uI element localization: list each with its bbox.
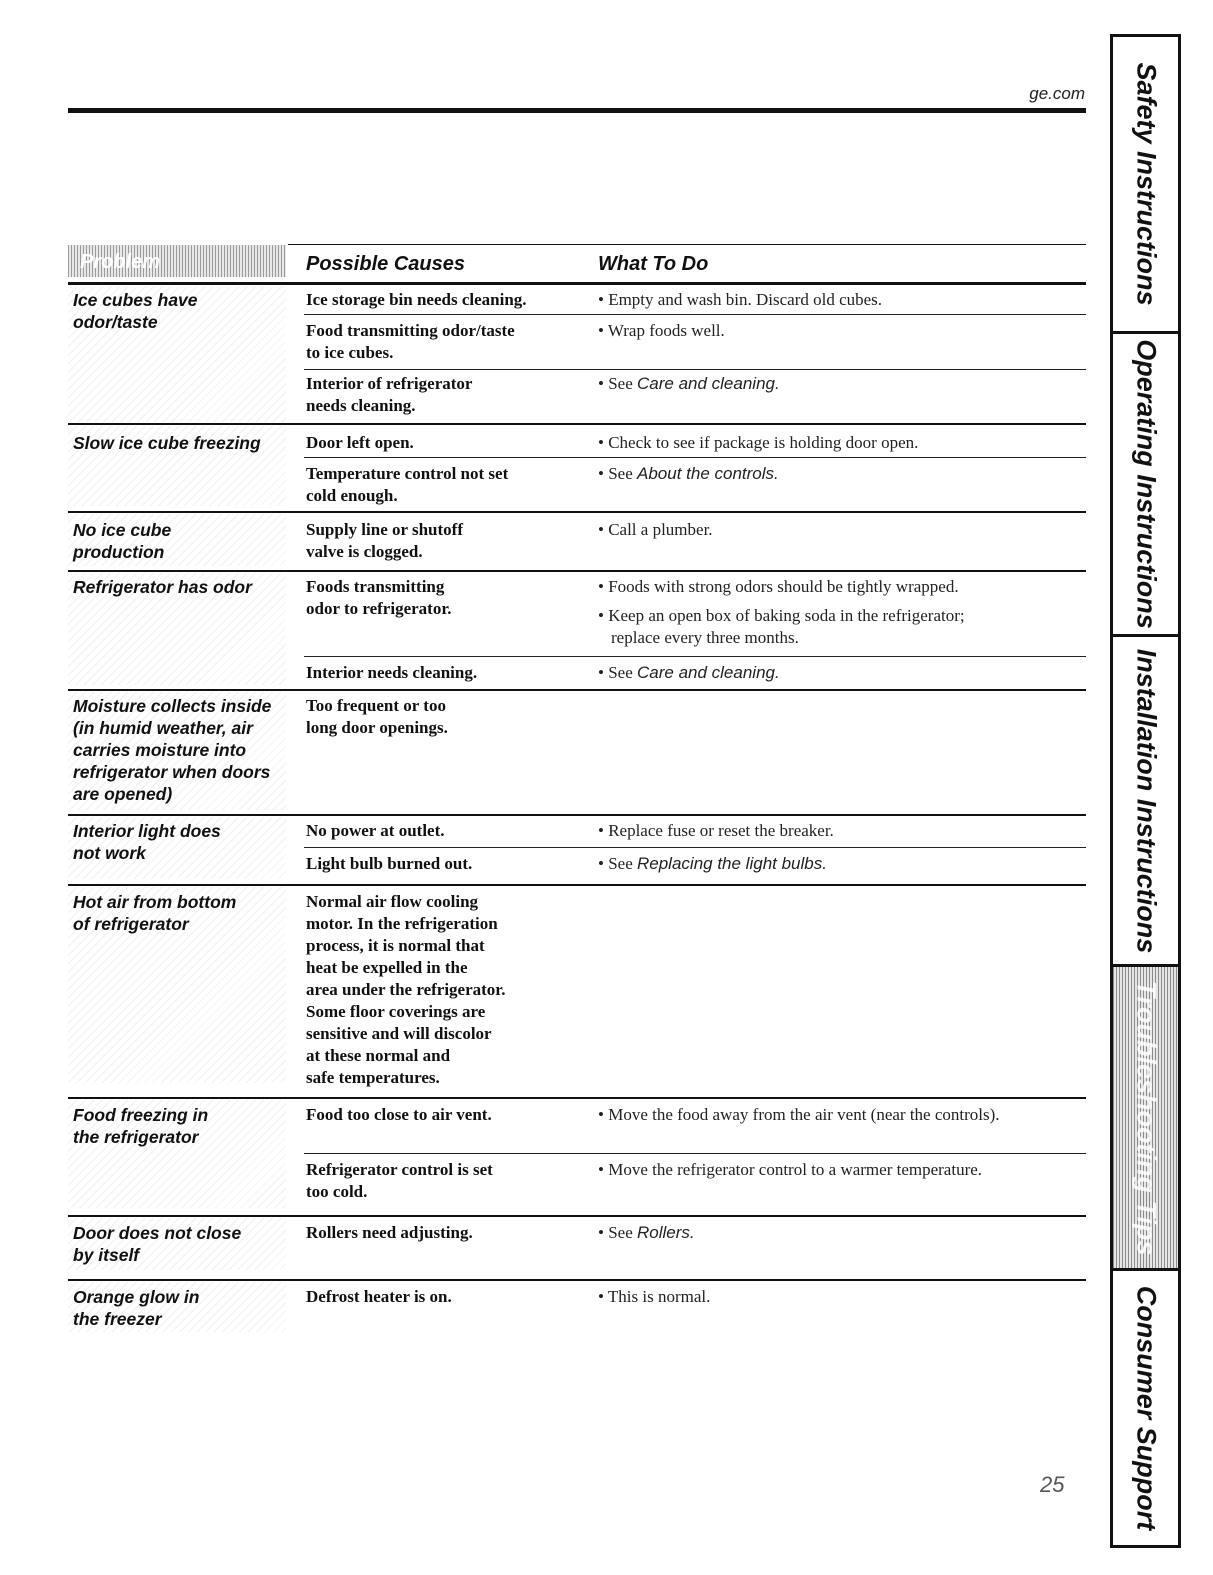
problem-hot-air bbox=[73, 891, 285, 935]
header-top-rule bbox=[288, 244, 1086, 245]
cause-line: motor. In the refrigeration bbox=[306, 914, 498, 933]
problem-line: by itself bbox=[73, 1245, 140, 1265]
problem-line: are opened) bbox=[73, 784, 173, 804]
problem-line: Orange glow in bbox=[73, 1287, 200, 1307]
tab-label: Installation Instructions bbox=[1131, 648, 1161, 953]
group-rule bbox=[68, 511, 1086, 513]
row-rule bbox=[304, 1153, 1086, 1154]
tab-safety-instructions[interactable] bbox=[1113, 37, 1178, 334]
todo-text: • This is normal. bbox=[598, 1287, 711, 1306]
problem-food-freezing bbox=[73, 1104, 285, 1148]
cause-text bbox=[306, 320, 586, 364]
cause-text: Rollers need adjusting. bbox=[306, 1223, 473, 1242]
todo-text: • Check to see if package is holding door open. bbox=[598, 433, 919, 452]
problem-line: refrigerator when doors bbox=[73, 762, 271, 782]
problem-line: Refrigerator has odor bbox=[73, 577, 252, 597]
todo-text: • Wrap foods well. bbox=[598, 321, 725, 340]
section-tabs bbox=[1110, 34, 1181, 1548]
cause-line: needs cleaning. bbox=[306, 396, 416, 415]
cause-line: odor to refrigerator. bbox=[306, 599, 452, 618]
cause-text: Light bulb burned out. bbox=[306, 854, 473, 873]
problem-line: not work bbox=[73, 843, 146, 863]
cause-line: valve is clogged. bbox=[306, 542, 423, 561]
cause-line: safe temperatures. bbox=[306, 1068, 440, 1087]
problem-line: Slow ice cube freezing bbox=[73, 433, 261, 453]
column-header-causes: Possible Causes bbox=[306, 253, 465, 275]
problem-fridge-odor bbox=[73, 576, 285, 598]
problem-line: Door does not close bbox=[73, 1223, 242, 1243]
cause-text: Interior needs cleaning. bbox=[306, 663, 478, 682]
problem-line: the freezer bbox=[73, 1309, 162, 1329]
cause-text bbox=[306, 373, 586, 417]
cause-text: Door left open. bbox=[306, 433, 414, 452]
problem-line: Hot air from bottom bbox=[73, 892, 237, 912]
cause-line: Food transmitting odor/taste bbox=[306, 321, 515, 340]
todo-text bbox=[598, 853, 1088, 875]
todo-text: • Move the food away from the air vent (near the controls). bbox=[598, 1105, 1000, 1124]
row-rule bbox=[304, 457, 1086, 458]
cause-text bbox=[306, 891, 586, 1089]
problem-moisture bbox=[73, 695, 285, 805]
cause-text bbox=[306, 463, 586, 507]
problem-light bbox=[73, 820, 285, 864]
todo-text: • Move the refrigerator control to a warmer temperature. bbox=[598, 1160, 983, 1179]
row-rule bbox=[304, 656, 1086, 657]
cause-line: Temperature control not set bbox=[306, 464, 509, 483]
group-rule bbox=[68, 884, 1086, 886]
todo-text bbox=[598, 463, 1088, 485]
cause-text bbox=[306, 576, 586, 620]
todo-text: • Call a plumber. bbox=[598, 520, 713, 539]
cause-text bbox=[306, 1159, 586, 1203]
problem-line: odor/taste bbox=[73, 312, 158, 332]
cause-line: long door openings. bbox=[306, 718, 448, 737]
problem-line: Food freezing in bbox=[73, 1105, 209, 1125]
tab-label: Safety Instructions bbox=[1131, 62, 1161, 306]
group-rule bbox=[68, 570, 1086, 572]
cause-line: cold enough. bbox=[306, 486, 398, 505]
group-rule bbox=[68, 1279, 1086, 1281]
cause-text: No power at outlet. bbox=[306, 821, 445, 840]
site-url: ge.com bbox=[1029, 84, 1085, 103]
problem-line: (in humid weather, air bbox=[73, 718, 253, 738]
problem-line: No ice cube bbox=[73, 520, 172, 540]
todo-text: • Empty and wash bin. Discard old cubes. bbox=[598, 290, 883, 309]
todo-text bbox=[598, 373, 1088, 395]
tab-installation-instructions[interactable] bbox=[1113, 637, 1178, 967]
todo-line: • Keep an open box of baking soda in the refrigerator; bbox=[598, 606, 965, 625]
tab-label: Troubleshooting Tips bbox=[1131, 980, 1161, 1255]
group-rule bbox=[68, 689, 1086, 691]
tab-label: Consumer Support bbox=[1131, 1285, 1161, 1531]
todo-reference-link: Care and cleaning. bbox=[637, 663, 780, 682]
tab-troubleshooting-tips[interactable] bbox=[1113, 967, 1178, 1271]
cause-text: Defrost heater is on. bbox=[306, 1287, 452, 1306]
group-rule bbox=[68, 814, 1086, 816]
todo-prefix: • See bbox=[598, 464, 637, 483]
problem-line: carries moisture into bbox=[73, 740, 247, 760]
page-number: 25 bbox=[1040, 1472, 1065, 1497]
todo-line: replace every three months. bbox=[611, 628, 799, 647]
problem-line: production bbox=[73, 542, 165, 562]
todo-prefix: • See bbox=[598, 374, 637, 393]
group-rule bbox=[68, 1215, 1086, 1217]
problem-ice-odor bbox=[73, 289, 285, 333]
cause-line: Interior of refrigerator bbox=[306, 374, 473, 393]
problem-line: Moisture collects inside bbox=[73, 696, 272, 716]
cause-text: Food too close to air vent. bbox=[306, 1105, 492, 1124]
todo-text bbox=[598, 605, 1088, 649]
problem-slow-ice bbox=[73, 432, 285, 454]
row-rule bbox=[304, 314, 1086, 315]
tab-label: Operating Instructions bbox=[1131, 339, 1161, 629]
todo-prefix: • See bbox=[598, 663, 637, 682]
tab-operating-instructions[interactable] bbox=[1113, 334, 1178, 637]
column-header-todo: What To Do bbox=[598, 253, 709, 275]
cause-line: sensitive and will discolor bbox=[306, 1024, 492, 1043]
todo-reference-link: Replacing the light bulbs. bbox=[637, 854, 827, 873]
cause-line: Supply line or shutoff bbox=[306, 520, 463, 539]
group-rule bbox=[68, 423, 1086, 425]
todo-prefix: • See bbox=[598, 854, 637, 873]
todo-prefix: • See bbox=[598, 1223, 637, 1242]
todo-text: • Replace fuse or reset the breaker. bbox=[598, 821, 834, 840]
problem-door bbox=[73, 1222, 285, 1266]
group-rule bbox=[68, 1097, 1086, 1099]
cause-line: too cold. bbox=[306, 1182, 368, 1201]
cause-line: at these normal and bbox=[306, 1046, 451, 1065]
row-rule bbox=[304, 847, 1086, 848]
problem-orange-glow bbox=[73, 1286, 285, 1330]
cause-line: Foods transmitting bbox=[306, 577, 445, 596]
cause-line: Normal air flow cooling bbox=[306, 892, 479, 911]
row-rule bbox=[304, 369, 1086, 370]
cause-line: Too frequent or too bbox=[306, 696, 446, 715]
todo-reference-link: Care and cleaning. bbox=[637, 374, 780, 393]
cause-line: area under the refrigerator. bbox=[306, 980, 506, 999]
todo-text bbox=[598, 1222, 1088, 1244]
cause-line: heat be expelled in the bbox=[306, 958, 468, 977]
cause-line: Some floor coverings are bbox=[306, 1002, 486, 1021]
cause-text bbox=[306, 519, 586, 563]
problem-line: of refrigerator bbox=[73, 914, 189, 934]
cause-text: Ice storage bin needs cleaning. bbox=[306, 290, 527, 309]
todo-reference-link: About the controls. bbox=[637, 464, 779, 483]
cause-line: to ice cubes. bbox=[306, 343, 394, 362]
top-rule bbox=[68, 108, 1086, 113]
todo-text: • Foods with strong odors should be tightly wrapped. bbox=[598, 577, 959, 596]
column-header-problem: Problem bbox=[68, 245, 286, 277]
problem-line: the refrigerator bbox=[73, 1127, 199, 1147]
tab-consumer-support[interactable] bbox=[1113, 1271, 1178, 1545]
todo-reference-link: Rollers. bbox=[637, 1223, 695, 1242]
problem-line: Ice cubes have bbox=[73, 290, 198, 310]
cause-line: Refrigerator control is set bbox=[306, 1160, 493, 1179]
cause-text bbox=[306, 695, 586, 739]
problem-line: Interior light does bbox=[73, 821, 221, 841]
todo-text bbox=[598, 662, 1088, 684]
problem-no-ice bbox=[73, 519, 285, 563]
cause-line: process, it is normal that bbox=[306, 936, 485, 955]
header-bottom-rule bbox=[68, 282, 1086, 285]
